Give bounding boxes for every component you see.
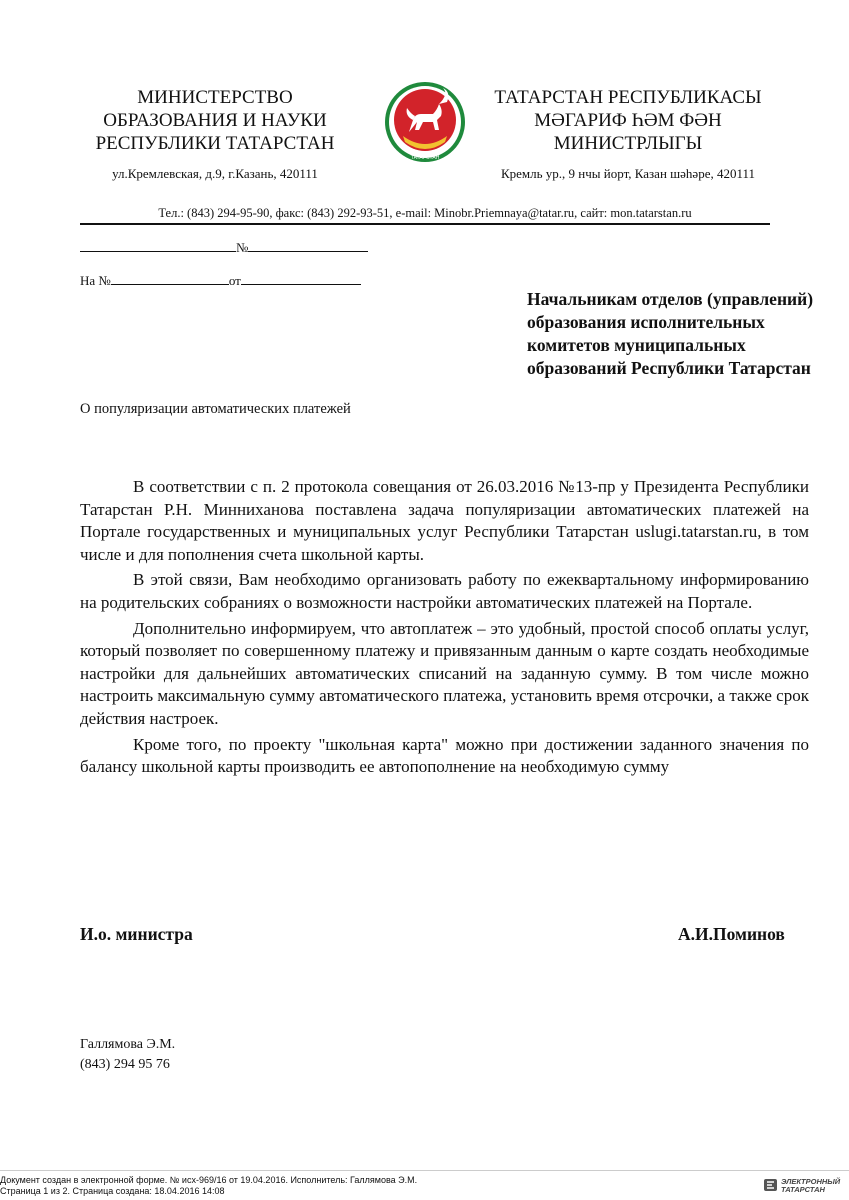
addressee: Начальникам отделов (управлений) образования исполнительных комитетов муниципальных образований Республики Татарстан xyxy=(527,289,814,378)
electronic-tatarstan-logo xyxy=(764,1176,844,1196)
executor-phone: (843) 294 95 76 xyxy=(80,1057,170,1072)
date-blank xyxy=(80,238,236,252)
badge-line: ТАТАРСТАН xyxy=(781,1185,825,1194)
signatory-position: И.о. министра xyxy=(80,924,193,944)
body-paragraph: Кроме того, по проекту "школьная карта" можно при достижении заданного значения по балансу школьной карты производить ее автопополнение на необходимую сумму xyxy=(80,734,809,777)
ministry-name-line: МИНИСТЕРСТВО xyxy=(137,87,293,108)
reference-number-blank xyxy=(111,271,229,285)
reference-prefix: На № xyxy=(80,273,111,288)
number-sign: № xyxy=(236,240,249,255)
body-paragraph: В этой связи, Вам необходимо организовать работу по ежеквартальному информированию на родительских собраниях о возможности настройки автоматических платежей на Портале. xyxy=(80,570,809,612)
reference-number-line xyxy=(80,271,361,289)
address-tatar: Кремль ур., 9 нчы йорт, Казан шәһәре, 420111 xyxy=(500,166,756,181)
badge-text xyxy=(781,1178,840,1194)
ministry-name-tatar xyxy=(478,86,778,155)
address-russian: ул.Кремлевская, д.9, г.Казань, 420111 xyxy=(112,166,318,181)
number-blank xyxy=(248,238,368,252)
ministry-name-line: МӘГАРИФ ҺӘМ ФӘН xyxy=(534,110,722,131)
header-divider xyxy=(80,223,770,225)
executor-name: Галлямова Э.М. xyxy=(80,1037,176,1052)
body-paragraph: Дополнительно информируем, что автоплатеж – это удобный, простой способ оплаты услуг, который позволяет по совершенному платежу и привязанным данным о карте создать необходимые настройки для дальнейших автоматических списаний на заданную сумму. В том числе можно настроить максимальную сумму автоматического платежа, установить время отсрочки, а также срок действия настроек. xyxy=(80,618,809,728)
contacts-line: Тел.: (843) 294-95-90, факс: (843) 292-93-51, e-mail: Minobr.Priemnaya@tatar.ru, сайт: mon.tatarstan.ru xyxy=(158,206,692,220)
body-paragraph: В соответствии с п. 2 протокола совещания от 26.03.2016 №13-пр у Президента Республики Татарстан Р.Н. Минниханова поставлена задача популяризации автоматических платежей на Портале государственных и муниципальных услуг Республики Татарстан uslugi.tatarstan.ru, в том числе и для пополнения счета школьной карты. xyxy=(80,477,809,564)
executor-info xyxy=(80,1035,175,1075)
ministry-name-line: ТАТАРСТАН РЕСПУБЛИКАСЫ xyxy=(494,87,762,108)
emblem-label: ТАТАРСТАН xyxy=(410,155,440,161)
ministry-name-russian xyxy=(60,86,370,155)
ministry-name-line: ОБРАЗОВАНИЯ И НАУКИ xyxy=(103,110,327,131)
ministry-name-line: РЕСПУБЛИКИ ТАТАРСТАН xyxy=(95,133,335,154)
letter-body xyxy=(80,476,809,782)
footer-line: Документ создан в электронной форме. № исх-969/16 от 19.04.2016. Исполнитель: Галлямова Э.М. xyxy=(0,1175,418,1185)
registration-number-line xyxy=(80,238,368,256)
reference-from: от xyxy=(228,273,241,288)
signatory-name: А.И.Поминов xyxy=(678,924,785,944)
tatarstan-emblem-icon xyxy=(383,80,467,164)
reference-date-blank xyxy=(241,271,361,285)
footer-line: Страница 1 из 2. Страница создана: 18.04.2016 14:08 xyxy=(0,1186,225,1196)
badge-line: ЭЛЕКТРОННЫЙ xyxy=(781,1177,841,1186)
electronic-tatarstan-icon xyxy=(764,1178,778,1192)
footer-divider xyxy=(0,1170,849,1171)
document-footer xyxy=(0,1175,417,1197)
letter-subject: О популяризации автоматических платежей xyxy=(80,401,351,417)
ministry-name-line: МИНИСТРЛЫГЫ xyxy=(553,133,703,154)
